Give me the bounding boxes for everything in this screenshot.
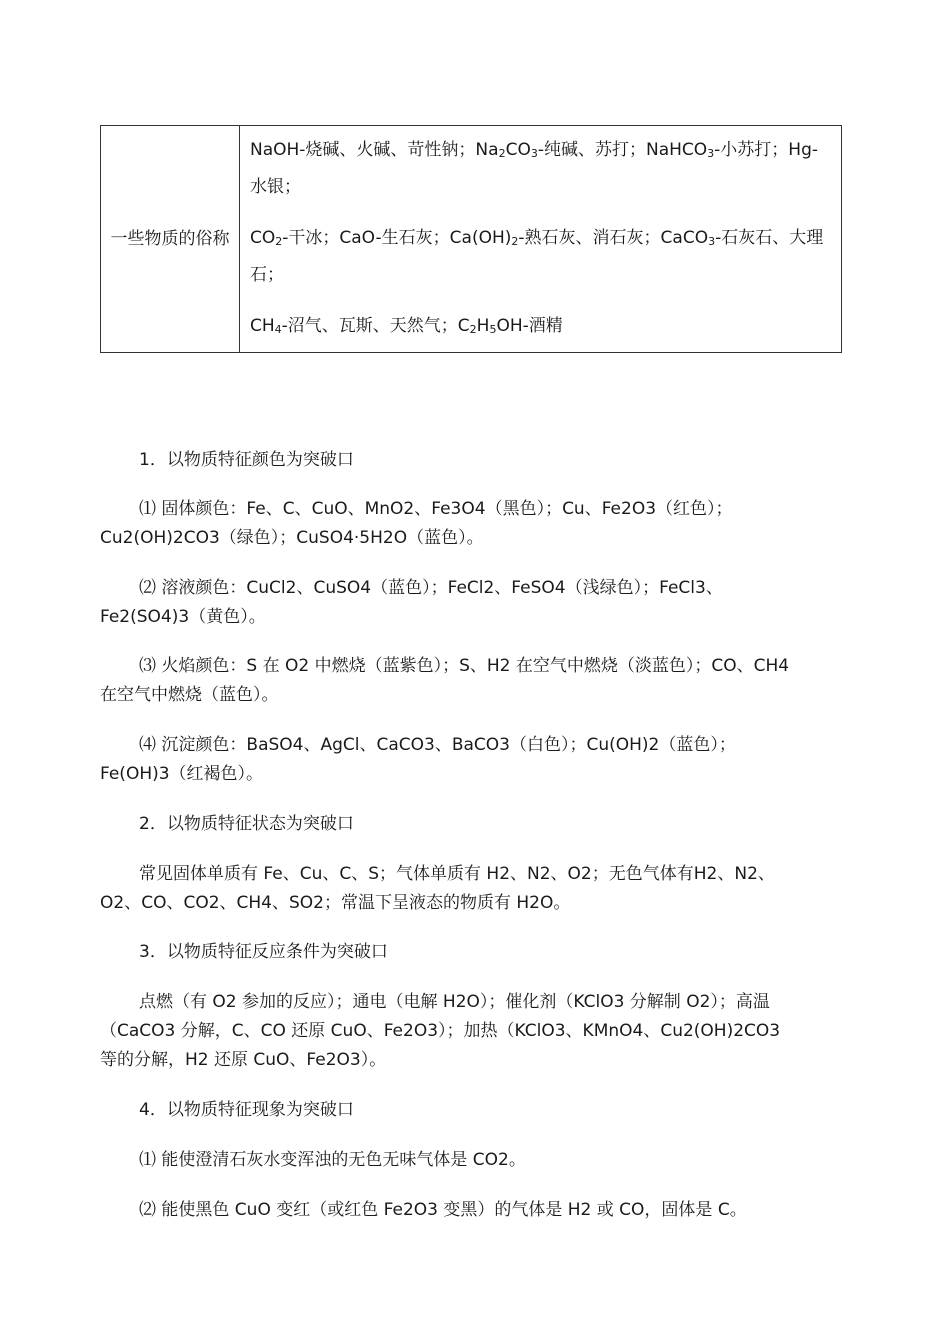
section-1-paragraph-3: ⑶ 火焰颜色：S 在 O2 中燃烧（蓝紫色）；S、H2 在空气中燃烧（淡蓝色）；CO、CH4 在空气中燃烧（蓝色）。 (100, 656, 790, 705)
section-4-title: 4．以物质特征现象为突破口 (139, 1100, 354, 1120)
section-3-paragraph-1: 点燃（有 O2 参加的反应）；通电（电解 H2O）；催化剂（KClO3 分解制 O2）；高温（CaCO3 分解，C、CO 还原 CuO、Fe2O3）；加热（KClO3、KMnO4、Cu2(OH)2CO3 等的分解，H2 还原 CuO、Fe2O3）。 (100, 992, 781, 1070)
section-4-paragraph-1: ⑴ 能使澄清石灰水变浑浊的无色无味气体是 CO2。 (139, 1150, 526, 1170)
common-names-table (100, 125, 842, 353)
section-1-paragraph-4: ⑷ 沉淀颜色：BaSO4、AgCl、CaCO3、BaCO3（白色）；Cu(OH)2（蓝色）；Fe(OH)3（红褐色）。 (100, 735, 736, 784)
section-1-paragraph-2: ⑵ 溶液颜色：CuCl2、CuSO4（蓝色）；FeCl2、FeSO4（浅绿色）；FeCl3、Fe2(SO4)3（黄色）。 (100, 578, 723, 627)
table-line-2: $CO_2-$干冰；CaO-生石灰；$Ca(OH)_2-$熟石灰、消石灰；CaCO$_3$-石灰石、大理石； (250, 227, 824, 285)
section-2-paragraph-1: 常见固体单质有 Fe、Cu、C、S；气体单质有 H2、N2、O2；无色气体有H2、N2、O2、CO、CO2、CH4、SO2；常温下呈液态的物质有 H2O。 (100, 864, 775, 913)
table-header-cell (101, 126, 240, 353)
section-4-paragraph-2: ⑵ 能使黑色 CuO 变红（或红色 Fe2O3 变黑）的气体是 H2 或 CO，固体是 C。 (139, 1200, 747, 1220)
table-header-text: 一些物质的俗称 (110, 229, 230, 249)
section-3-title: 3．以物质特征反应条件为突破口 (139, 942, 388, 962)
section-1-title: 1．以物质特征颜色为突破口 (139, 450, 354, 470)
section-2-title: 2．以物质特征状态为突破口 (139, 814, 354, 834)
table-content-cell (240, 126, 842, 353)
section-1-paragraph-1: ⑴ 固体颜色：Fe、C、CuO、MnO2、Fe3O4（黑色）；Cu、Fe2O3（红色）；Cu2(OH)2CO3（绿色）；CuSO4·5H2O（蓝色）。 (100, 499, 733, 548)
table-line-3: $CH_4-$沼气、瓦斯、天然气；$C_2H_5OH-$酒精 (250, 315, 563, 336)
table-line-1: NaOH-烧碱、火碱、苛性钠；$Na_2CO_3-$纯碱、苏打；NaHCO$_3$-小苏打；Hg-水银； (250, 139, 818, 197)
